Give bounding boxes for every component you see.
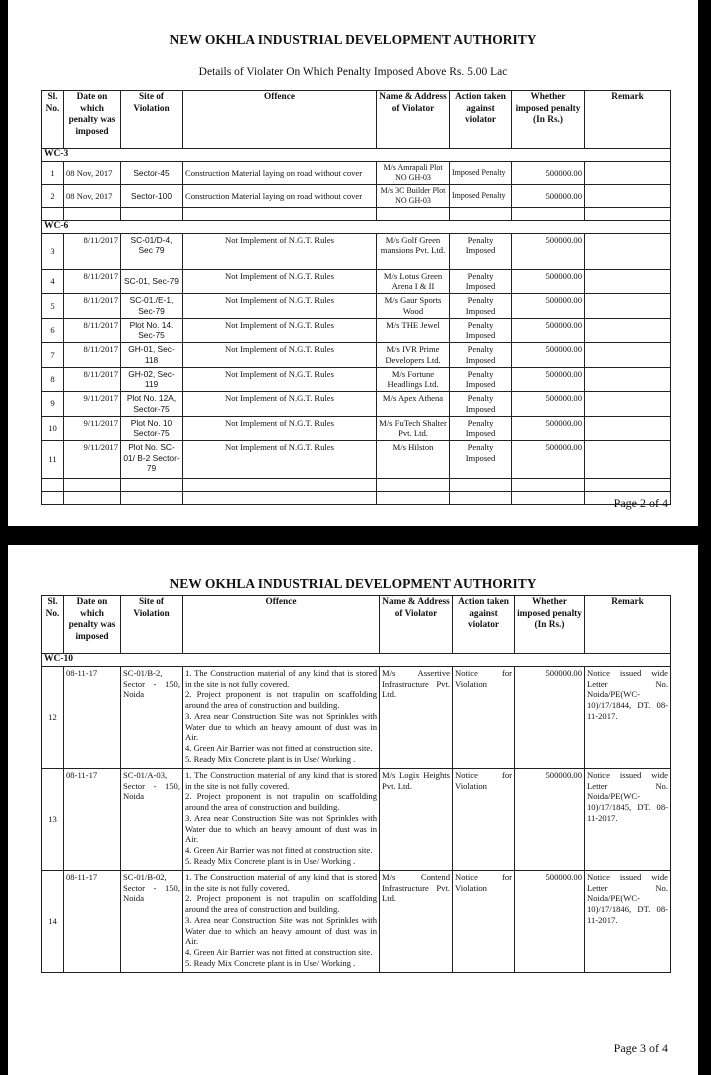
col-action: Action taken against violator — [450, 91, 512, 149]
table-row: 10 9/11/2017 Plot No. 10 Sector-75 Not Implement of N.G.T. Rules M/s FuTech Shalter Pvt. Ltd. Penalty Imposed 500000.00 — [42, 416, 671, 440]
group-label: WC-10 — [42, 654, 671, 667]
document-page-2 — [8, 0, 698, 526]
col-site: Site of Violation — [121, 91, 183, 149]
offence-list: 1. The Construction material of any kind that is stored in the site is not fully covered. 2. Project proponent is not trapulin on scaffolding around the area of construction and building. 3. Area near Construction Site was not Sprinkles with Water due to which an heavy amount of dust was in Air. 4. Green Air Barrier was not fitted at construction site. 5. Ready Mix Concrete plant is in Use/ Working . — [183, 666, 380, 768]
col-name: Name & Address of Violator — [380, 596, 453, 654]
col-sl: Sl. No. — [42, 91, 64, 149]
page-title: NEW OKHLA INDUSTRIAL DEVELOPMENT AUTHORITY — [169, 576, 537, 591]
page-subtitle: Details of Violater On Which Penalty Imposed Above Rs. 5.00 Lac — [198, 66, 508, 78]
col-action: Action taken against violator — [453, 596, 515, 654]
page-number: Page 2 of 4 — [613, 496, 668, 510]
table-row: 1 08 Nov, 2017 Sector-45 Construction Material laying on road without cover M/s Amrapali Plot NO GH-03 Imposed Penalty 500000.00 — [42, 161, 671, 184]
violators-table-page-3 — [41, 595, 671, 973]
table-row: 14 08-11-17 SC-01/B-02, Sector - 150, Noida 1. The Construction material of any kind that is stored in the site is not fully covered. 2. Project proponent is not trapulin on scaffolding around the area of construction and building. 3. Area near Construction Site was not Sprinkles with Water due to which an heavy amount of dust was in Air. 4. Green Air Barrier was not fitted at construction site. 5. Ready Mix Concrete plant is in Use/ Working . M/s Contend Infrastructure Pvt. Ltd. Notice for Violation 500000.00 Notice issued wide Letter No. Noida/PE(WC-10)/17/1846, DT. 08-11-2017. — [42, 870, 671, 972]
document-page-3 — [8, 545, 698, 1075]
page-number: Page 3 of 4 — [613, 1041, 668, 1055]
offence-list: 1. The Construction material of any kind that is stored in the site is not fully covered. 2. Project proponent is not trapulin on scaffolding around the area of construction and building. 3. Area near Construction Site was not Sprinkles with Water due to which an heavy amount of dust was in Air. 4. Green Air Barrier was not fitted at construction site. 5. Ready Mix Concrete plant is in Use/ Working . — [183, 870, 380, 972]
table-row: 3 8/11/2017 SC-01/D-4, Sec 79 Not Implement of N.G.T. Rules M/s Golf Green mansions Pvt. Ltd. Penalty Imposed 500000.00 — [42, 233, 671, 269]
table-row: 13 08-11-17 SC-01/A-03, Sector - 150, Noida 1. The Construction material of any kind that is stored in the site is not fully covered. 2. Project proponent is not trapulin on scaffolding around the area of construction and building. 3. Area near Construction Site was not Sprinkles with Water due to which an heavy amount of dust was in Air. 4. Green Air Barrier was not fitted at construction site. 5. Ready Mix Concrete plant is in Use/ Working . M/s Logix Heights Pvt. Ltd. Notice for Violation 500000.00 Notice issued wide Letter No. Noida/PE(WC-10)/17/1845, DT. 08-11-2017. — [42, 768, 671, 870]
col-penalty: Whether imposed penalty (In Rs.) — [515, 596, 585, 654]
col-site: Site of Violation — [121, 596, 183, 654]
table-row: 11 9/11/2017 Plot No. SC-01/ B-2 Sector-79 Not Implement of N.G.T. Rules M/s Hilston Penalty Imposed 500000.00 — [42, 441, 671, 479]
col-offence: Offence — [183, 91, 377, 149]
table-row: 2 08 Nov, 2017 Sector-100 Construction Material laying on road without cover M/s 3C Builder Plot NO GH-03 Imposed Penalty 500000.00 — [42, 184, 671, 207]
col-remark: Remark — [585, 596, 671, 654]
col-remark: Remark — [585, 91, 671, 149]
offence-list: 1. The Construction material of any kind that is stored in the site is not fully covered. 2. Project proponent is not trapulin on scaffolding around the area of construction and building. 3. Area near Construction Site was not Sprinkles with Water due to which an heavy amount of dust was in Air. 4. Green Air Barrier was not fitted at construction site. 5. Ready Mix Concrete plant is in Use/ Working . — [183, 768, 380, 870]
group-label: WC-6 — [42, 220, 671, 233]
col-name: Name & Address of Violator — [377, 91, 450, 149]
table-row: 8 8/11/2017 GH-02, Sec-119 Not Implement of N.G.T. Rules M/s Fortune Headlings Ltd. Penalty Imposed 500000.00 — [42, 367, 671, 391]
table-row: 7 8/11/2017 GH-01, Sec-118 Not Implement of N.G.T. Rules M/s IVR Prime Developers Ltd. Penalty Imposed 500000.00 — [42, 343, 671, 367]
table-row: 9 9/11/2017 Plot No. 12A, Sector-75 Not Implement of N.G.T. Rules M/s Apex Athena Penalty Imposed 500000.00 — [42, 392, 671, 416]
col-date: Date on which penalty was imposed — [64, 91, 121, 149]
group-label: WC-3 — [42, 149, 671, 162]
table-row: 12 08-11-17 SC-01/B-2, Sector - 150, Noida 1. The Construction material of any kind that is stored in the site is not fully covered. 2. Project proponent is not trapulin on scaffolding around the area of construction and building. 3. Area near Construction Site was not Sprinkles with Water due to which an heavy amount of dust was in Air. 4. Green Air Barrier was not fitted at construction site. 5. Ready Mix Concrete plant is in Use/ Working . M/s Assertive Infrastructure Pvt. Ltd. Notice for Violation 500000.00 Notice issued wide Letter No. Noida/PE(WC-10)/17/1844, DT. 08-11-2017. — [42, 666, 671, 768]
table-row: 5 8/11/2017 SC-01./E-1, Sec-79 Not Implement of N.G.T. Rules M/s Gaur Sports Wood Penalty Imposed 500000.00 — [42, 294, 671, 318]
col-offence: Offence — [183, 596, 380, 654]
violators-table-page-2 — [41, 90, 671, 505]
col-date: Date on which penalty was imposed — [64, 596, 121, 654]
table-row: 6 8/11/2017 Plot No. 14. Sec-75 Not Implement of N.G.T. Rules M/s THE Jewel Penalty Imposed 500000.00 — [42, 318, 671, 342]
col-sl: Sl. No. — [42, 596, 64, 654]
table-row: 4 8/11/2017 SC-01, Sec-79 Not Implement of N.G.T. Rules M/s Lotus Green Arena I & II Penalty Imposed 500000.00 — [42, 269, 671, 293]
col-penalty: Whether imposed penalty (In Rs.) — [512, 91, 585, 149]
page-title: NEW OKHLA INDUSTRIAL DEVELOPMENT AUTHORITY — [169, 32, 537, 47]
